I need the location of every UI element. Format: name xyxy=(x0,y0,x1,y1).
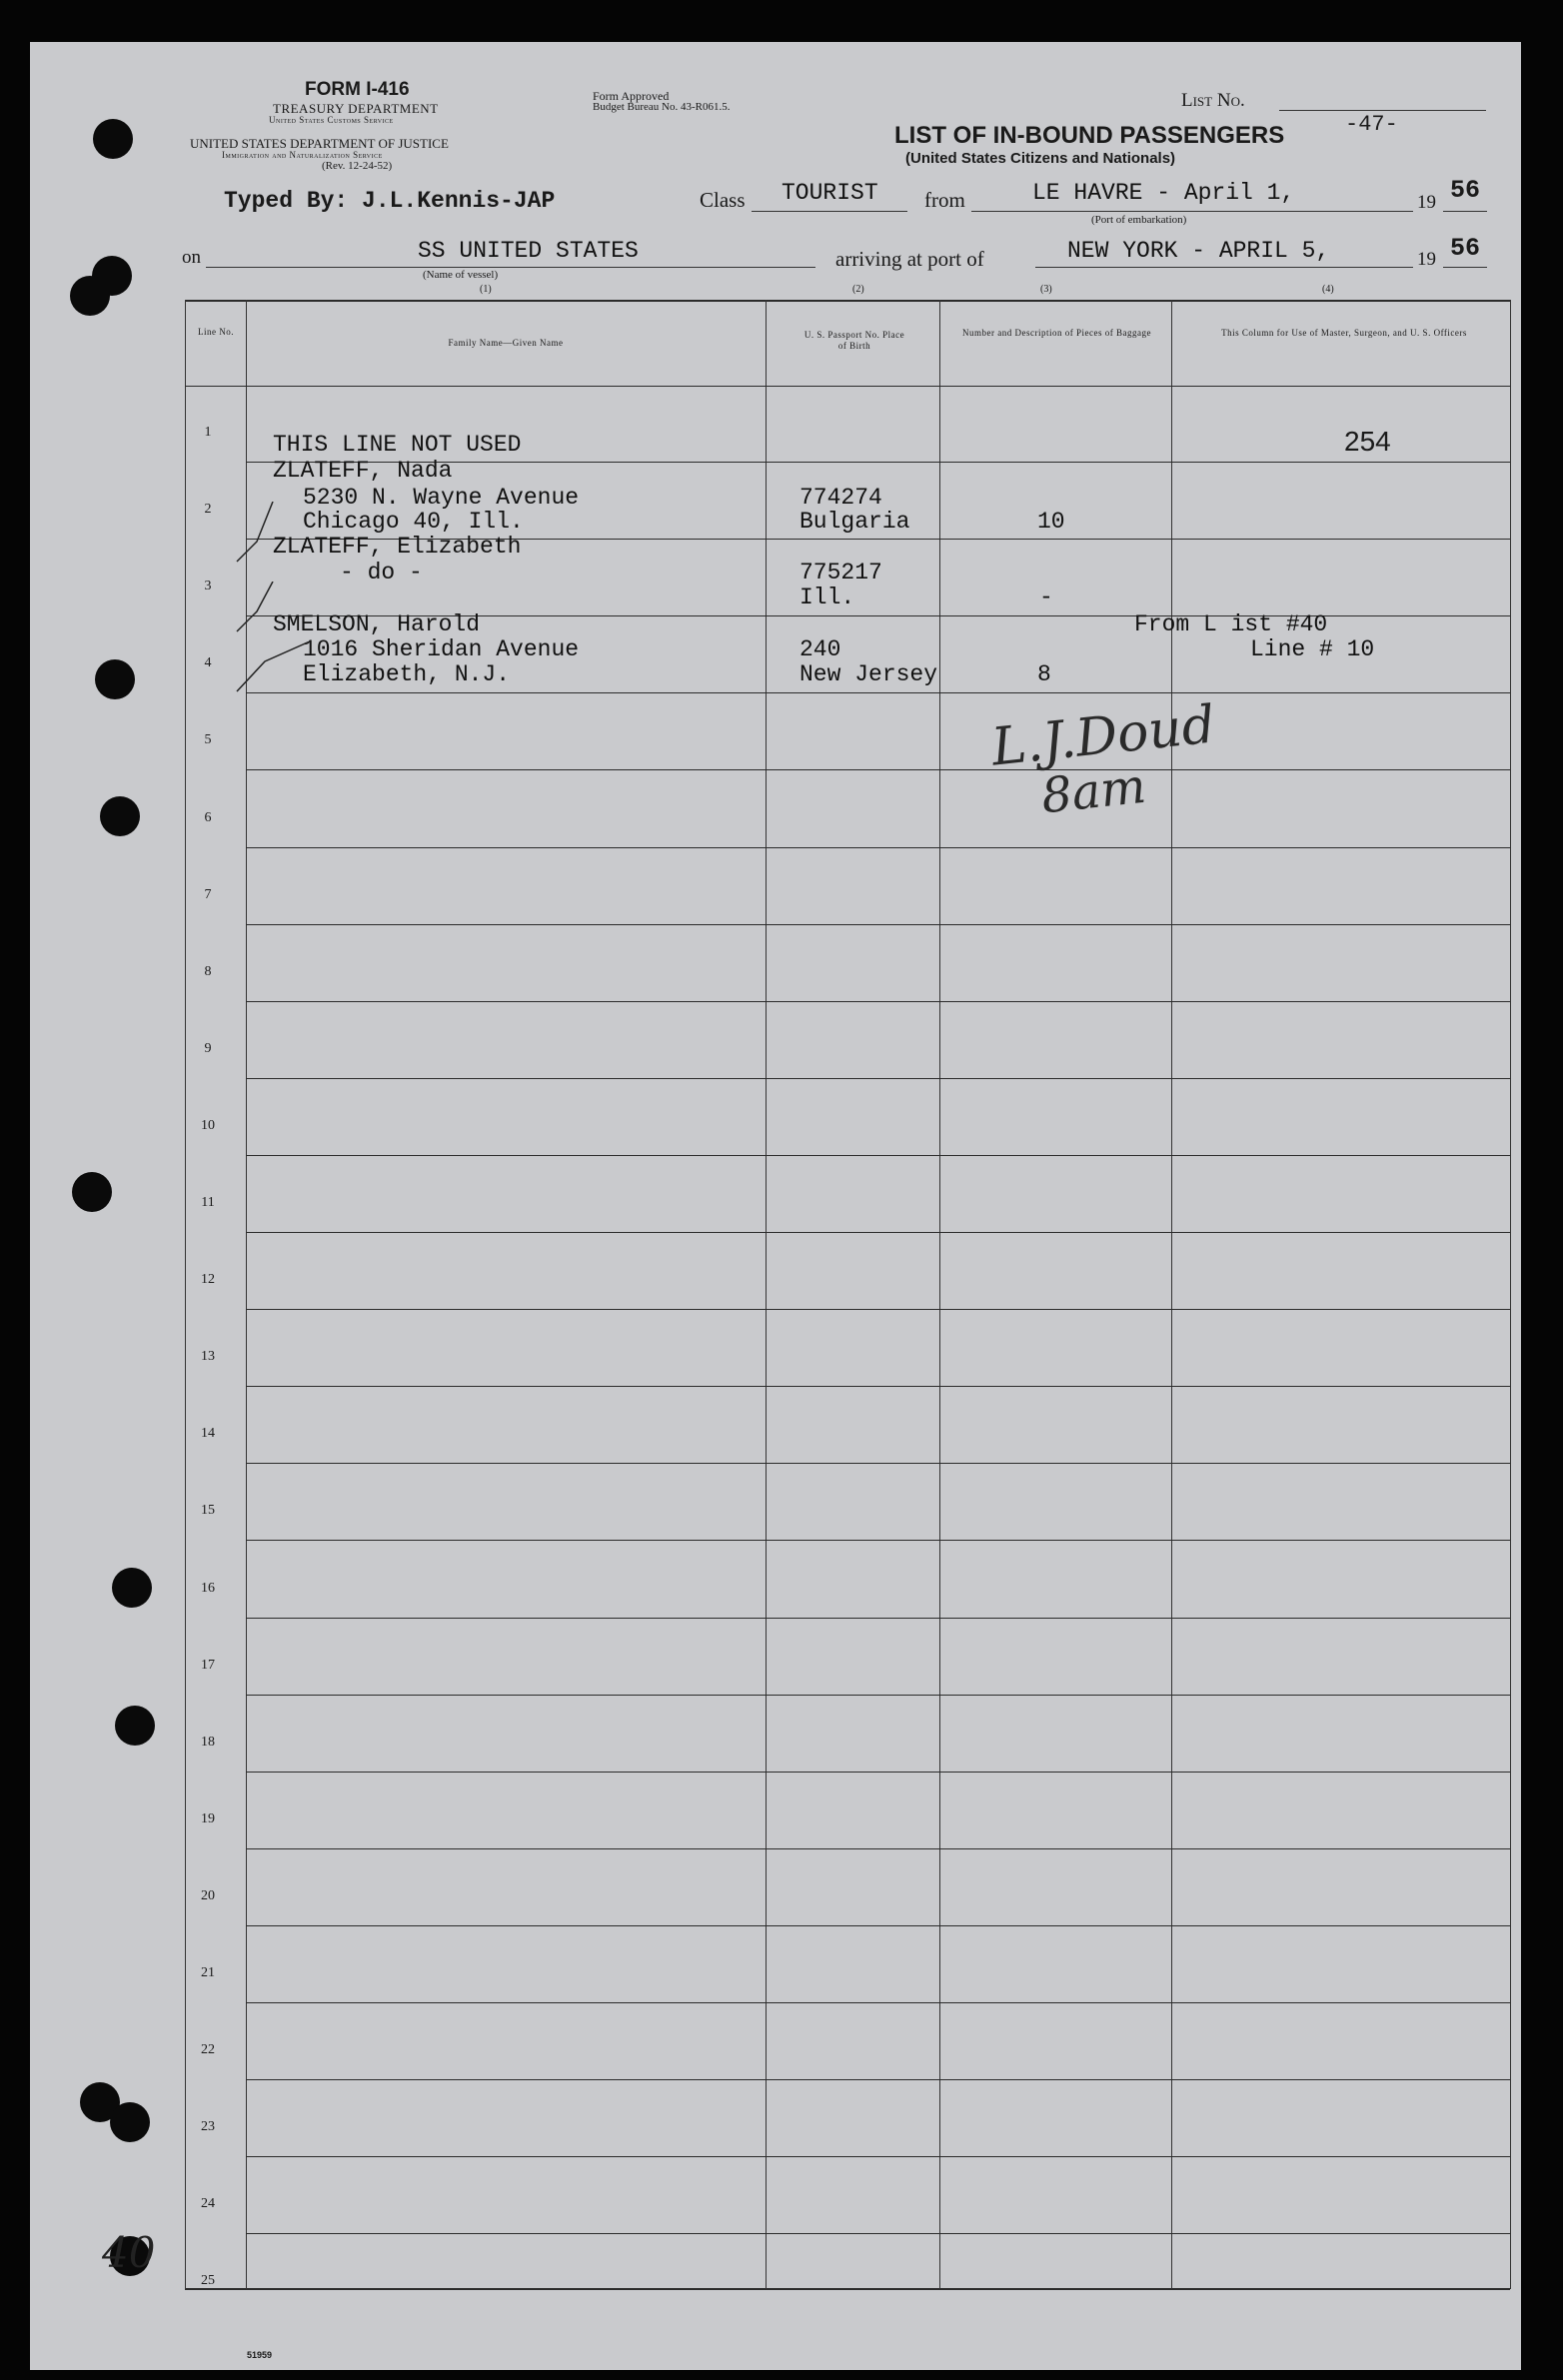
p2-baggage: - xyxy=(1039,585,1053,610)
table-left-border xyxy=(185,300,186,2289)
vessel-name: SS UNITED STATES xyxy=(418,238,639,264)
row-rule xyxy=(246,1155,1510,1156)
form-revision: (Rev. 12-24-52) xyxy=(322,160,393,172)
p1-birthplace: Bulgaria xyxy=(799,509,910,535)
dept-justice: UNITED STATES DEPARTMENT OF JUSTICE xyxy=(190,136,449,151)
corner-mark: 40 xyxy=(102,2228,156,2277)
arrival-underline xyxy=(1035,267,1413,268)
punch-hole xyxy=(115,1706,155,1746)
table-bottom-border xyxy=(185,2288,1510,2290)
row-rule xyxy=(246,2079,1510,2080)
form-number: FORM I-416 xyxy=(305,79,410,100)
line-number: 2 xyxy=(204,502,212,517)
p3-baggage: 8 xyxy=(1037,661,1051,687)
line-number: 21 xyxy=(201,1965,215,1980)
vessel-caption: (Name of vessel) xyxy=(423,269,499,281)
line1-officer-number: 254 xyxy=(1344,426,1391,457)
row-rule xyxy=(246,847,1510,848)
from-value: LE HAVRE - April 1, xyxy=(1032,180,1295,206)
line-number: 12 xyxy=(201,1272,215,1287)
line-number: 17 xyxy=(201,1658,215,1673)
row-rule xyxy=(246,1309,1510,1310)
row-rule xyxy=(246,2156,1510,2157)
from-underline xyxy=(971,211,1413,212)
p3-birthplace: New Jersey xyxy=(799,661,938,687)
row-rule xyxy=(246,1848,1510,1849)
col-header-baggage: Number and Description of Pieces of Baggage xyxy=(962,328,1151,338)
col-header-passport: U. S. Passport No. Place of Birth xyxy=(803,330,905,351)
check-mark xyxy=(235,502,275,582)
check-mark xyxy=(235,641,315,711)
row-rule xyxy=(246,2233,1510,2234)
col-divider-passport xyxy=(939,300,940,2289)
line-number: 24 xyxy=(201,2196,215,2211)
line-number: 3 xyxy=(204,579,212,594)
col-header-line-no: Line No. xyxy=(198,327,234,337)
p2-address: - do - xyxy=(340,560,423,586)
col-divider-name xyxy=(766,300,767,2289)
punch-hole xyxy=(93,119,133,159)
col-num-3: (3) xyxy=(1040,284,1052,295)
line-number: 22 xyxy=(201,2042,215,2057)
line1-not-used: THIS LINE NOT USED xyxy=(273,432,522,458)
line-number: 25 xyxy=(201,2273,215,2288)
header-bottom-rule xyxy=(185,386,1510,387)
inspector-signature-time: 8am xyxy=(1038,757,1149,825)
row-rule xyxy=(246,924,1510,925)
p3-passport: 240 xyxy=(799,636,841,662)
row-rule xyxy=(246,1618,1510,1619)
col-num-4: (4) xyxy=(1322,284,1334,295)
row-rule xyxy=(246,1232,1510,1233)
row-rule xyxy=(246,1463,1510,1464)
line-number: 4 xyxy=(204,655,212,670)
line-number: 5 xyxy=(204,732,212,747)
arriving-label: arriving at port of xyxy=(835,247,984,271)
p3-from-list: From L ist #40 xyxy=(1134,611,1328,637)
class-value: TOURIST xyxy=(782,180,878,206)
p3-line-ref: Line # 10 xyxy=(1250,636,1375,662)
port-embark-caption: (Port of embarkation) xyxy=(1091,214,1187,226)
p2-birthplace: Ill. xyxy=(799,585,855,610)
row-rule xyxy=(246,1540,1510,1541)
punch-hole xyxy=(70,276,110,316)
punch-hole xyxy=(100,796,140,836)
line-number: 8 xyxy=(204,964,212,979)
line-number: 20 xyxy=(201,1888,215,1903)
table-right-border xyxy=(1510,300,1511,2289)
line-number: 16 xyxy=(201,1581,215,1596)
p2-name: ZLATEFF, Elizabeth xyxy=(273,534,522,560)
year-prefix-2: 19 xyxy=(1417,249,1436,270)
line-number: 7 xyxy=(204,887,212,902)
list-no-value: -47- xyxy=(1345,112,1398,137)
arrival-value: NEW YORK - APRIL 5, xyxy=(1067,238,1330,264)
list-no-underline xyxy=(1279,110,1486,111)
line-number: 23 xyxy=(201,2119,215,2134)
line-number: 15 xyxy=(201,1503,215,1518)
form-code: 51959 xyxy=(247,2350,273,2360)
p3-city: Elizabeth, N.J. xyxy=(303,661,511,687)
dept-justice-sub: Immigration and Naturalization Service xyxy=(222,150,383,160)
budget-bureau: Budget Bureau No. 43-R061.5. xyxy=(593,101,731,113)
col-num-2: (2) xyxy=(852,284,864,295)
col-divider-baggage xyxy=(1171,300,1172,2289)
row-rule xyxy=(246,1386,1510,1387)
row-rule xyxy=(246,769,1510,770)
p3-address: 1016 Sheridan Avenue xyxy=(303,636,580,662)
line-number: 18 xyxy=(201,1735,215,1750)
p1-baggage: 10 xyxy=(1037,509,1065,535)
p1-name: ZLATEFF, Nada xyxy=(273,458,453,484)
document-page xyxy=(30,42,1521,2370)
class-label: Class xyxy=(700,188,746,212)
line-number: 10 xyxy=(201,1118,215,1133)
year-underline-1 xyxy=(1443,211,1487,212)
year-underline-2 xyxy=(1443,267,1487,268)
row-rule xyxy=(246,1001,1510,1002)
on-label: on xyxy=(182,247,201,268)
list-title: LIST OF IN-BOUND PASSENGERS xyxy=(894,122,1285,149)
line-number: 13 xyxy=(201,1349,215,1364)
line-number: 6 xyxy=(204,810,212,825)
class-underline xyxy=(752,211,907,212)
dept-treasury-sub: United States Customs Service xyxy=(269,115,394,125)
row-rule xyxy=(246,2002,1510,2003)
col-num-1: (1) xyxy=(480,284,492,295)
col-header-officers: This Column for Use of Master, Surgeon, and U. S. Officers xyxy=(1221,328,1467,338)
typed-by: Typed By: J.L.Kennis-JAP xyxy=(224,188,556,214)
row-rule xyxy=(246,1772,1510,1773)
p1-passport: 774274 xyxy=(799,485,882,511)
row-rule xyxy=(246,1695,1510,1696)
list-no-label: List No. xyxy=(1181,90,1245,111)
row-rule xyxy=(246,1078,1510,1079)
line-number: 1 xyxy=(204,425,212,440)
line-number: 11 xyxy=(201,1195,215,1210)
punch-hole xyxy=(112,1568,152,1608)
line-number: 19 xyxy=(201,1811,215,1826)
from-label: from xyxy=(924,188,965,212)
p1-address: 5230 N. Wayne Avenue xyxy=(303,485,580,511)
table-top-border xyxy=(185,300,1510,302)
col-header-name: Family Name—Given Name xyxy=(448,338,564,348)
list-subtitle: (United States Citizens and Nationals) xyxy=(905,150,1176,167)
vessel-underline xyxy=(206,267,815,268)
year-1: 56 xyxy=(1450,176,1481,205)
form-approved: Form Approved xyxy=(593,89,670,103)
p1-city: Chicago 40, Ill. xyxy=(303,509,524,535)
line-number: 14 xyxy=(201,1426,215,1441)
row-rule xyxy=(246,1925,1510,1926)
punch-hole xyxy=(72,1172,112,1212)
p3-name: SMELSON, Harold xyxy=(273,611,481,637)
p2-passport: 775217 xyxy=(799,560,882,586)
dept-treasury: TREASURY DEPARTMENT xyxy=(273,101,439,116)
punch-hole xyxy=(110,2102,150,2142)
row-rule xyxy=(246,692,1510,693)
inspector-signature: L.J.Doud xyxy=(988,694,1218,778)
punch-hole xyxy=(95,659,135,699)
line-number: 9 xyxy=(204,1041,212,1056)
year-prefix-1: 19 xyxy=(1417,192,1436,213)
year-2: 56 xyxy=(1450,234,1481,263)
